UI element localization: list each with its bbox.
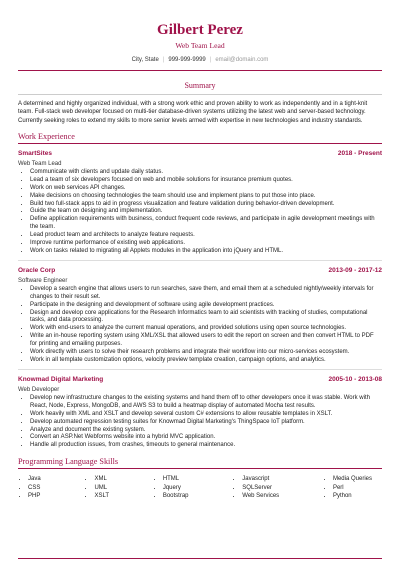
job-bullet: • Work heavily with XML and XSLT and develop several custom C# extensions to allow reusable templates in XSLT. <box>30 411 382 419</box>
job-bullets <box>18 286 382 365</box>
job-bullet: • Work directly with users to solve their research problems and integrate their workflow into our micro-services ecosystem. <box>30 349 382 357</box>
contact-location: City, State <box>131 57 159 63</box>
job-dates: 2005-10 - 2013-08 <box>328 375 382 383</box>
skills-column <box>18 475 41 500</box>
job-bullet: • Handle all production issues, from crashes, timeouts to general maintenance. <box>30 442 382 450</box>
footer-divider <box>18 558 382 559</box>
summary-text: A determined and highly organized individual, with a strong work ethic and proven ability to work as independently and in a tight-knit team. Full-stack web developer focused on multi-tier database-driven systems utilizing the latest web and server-based technology. Currently seeking roles to extend my skills to more senior levels armed with expertise in new technologies and industry standards. <box>18 101 368 124</box>
candidate-title: Web Team Lead <box>175 41 225 50</box>
job-bullet: • Analyze and document the existing system. <box>30 427 382 435</box>
summary-heading: Summary <box>184 81 216 90</box>
job-bullet: • Build two full-stack apps to aid in progress visualization and feature validation during behavior-driven development. <box>30 201 382 209</box>
skill-item: • Java <box>28 475 41 483</box>
job-bullet: • Write an in-house reporting system using XML/XSL that allowed users to edit the report on screen and then convert HTML to PDF for printing and emailing purposes. <box>30 333 382 349</box>
job-bullets <box>18 395 382 450</box>
contact-phone: 999-999-9999 <box>168 57 206 63</box>
job-dates: 2013-09 - 2017-12 <box>328 266 382 274</box>
job-bullet: • Work on web services API changes. <box>30 185 382 193</box>
job-bullet: • Make decisions on choosing technologies the team should use and implement plans to put those into place. <box>30 193 382 201</box>
skill-item: • Media Queries <box>333 475 372 483</box>
job-bullet: • Develop automated regression testing suites for Knowmad Digital Marketing's ThingSpace IoT platform. <box>30 419 382 427</box>
contact-separator: | <box>209 57 212 63</box>
skills-heading: Programming Language Skills <box>18 457 119 467</box>
contact-email[interactable]: email@domain.com <box>215 57 269 63</box>
contact-separator: | <box>162 57 165 63</box>
summary-divider <box>18 94 382 95</box>
job-bullet: • Develop new infrastructure changes to the existing systems and hand them off to other developers once it was stable. Work with React, Node, Express, MongoDB, and AWS S3 to build a heatmap display of automated Mocha test results. <box>30 395 382 411</box>
job-divider <box>18 260 382 261</box>
job-bullet: • Develop a search engine that allows users to run searches, save them, and email them at a scheduled nightly/weekly intervals for changes to their result set. <box>30 286 382 302</box>
skill-item: • XML <box>94 475 109 483</box>
skills-column <box>232 475 279 500</box>
skill-item: • HTML <box>163 475 189 483</box>
skill-item: • Jquery <box>163 484 189 492</box>
skill-item: • XSLT <box>94 492 109 500</box>
skills-divider <box>18 468 382 469</box>
skill-item: • Javascript <box>242 475 279 483</box>
job-role: Web Developer <box>18 386 60 393</box>
job-entry <box>18 150 382 256</box>
job-divider <box>18 369 382 370</box>
job-bullet: • Work in all template customization options, velocity preview template creation, campaign options, and analytics. <box>30 357 382 365</box>
job-bullet: • Lead product team and architects to analyze feature requests. <box>30 232 382 240</box>
skill-item: • CSS <box>28 484 41 492</box>
skill-item: • PHP <box>28 492 41 500</box>
job-role: Web Team Lead <box>18 160 62 167</box>
job-bullet: • Design and develop core applications for the Research Informatics team to aid scientists with tracking of studies, computational tasks, and data processing. <box>30 310 382 326</box>
skill-item: • UML <box>94 484 109 492</box>
job-header <box>18 267 382 274</box>
candidate-name: Gilbert Perez <box>157 22 243 38</box>
job-bullet: • Participate in the designing and development of software using agile development practices. <box>30 302 382 310</box>
job-bullets <box>18 169 382 256</box>
job-bullet: • Improve runtime performance of existing web applications. <box>30 240 382 248</box>
job-header <box>18 376 382 383</box>
job-company: Oracle Corp <box>18 266 56 274</box>
job-entry <box>18 376 382 450</box>
job-bullet: • Guide the team on designing and implementation. <box>30 208 382 216</box>
job-dates: 2018 - Present <box>337 149 382 157</box>
job-bullet: • Lead a team of six developers focused on web and mobile solutions for insurance premium quotes. <box>30 177 382 185</box>
header-divider <box>18 70 382 71</box>
skill-item: • Web Services <box>242 492 279 500</box>
experience-divider <box>18 143 382 144</box>
skills-grid <box>18 475 382 500</box>
job-entry <box>18 267 382 365</box>
job-bullet: • Define application requirements with business, conduct frequent code reviews, and participate in agile development meetings with the team. <box>30 216 382 232</box>
skill-item: • Bootstrap <box>163 492 189 500</box>
job-company: Knowmad Digital Marketing <box>18 375 104 383</box>
skills-column <box>153 475 189 500</box>
skill-item: • SQLServer <box>242 484 279 492</box>
job-company: SmartSites <box>18 149 52 157</box>
skill-item: • Python <box>333 492 372 500</box>
job-bullet: • Convert an ASP.Net Webforms website into a hybrid MVC application. <box>30 434 382 442</box>
skills-column <box>84 475 109 500</box>
job-bullet: • Work on tasks related to migrating all Applets modules in the application into jQuery and HTML. <box>30 248 382 256</box>
job-bullet: • Work with end-users to analyze the current manual operations, and provided solutions using open source technologies. <box>30 325 382 333</box>
skills-column <box>323 475 372 500</box>
job-bullet: • Communicate with clients and update daily status. <box>30 169 382 177</box>
job-header <box>18 150 382 157</box>
experience-heading: Work Experience <box>18 131 75 141</box>
skill-item: • Perl <box>333 484 372 492</box>
contact-line <box>18 57 382 63</box>
job-role: Software Engineer <box>18 277 68 284</box>
